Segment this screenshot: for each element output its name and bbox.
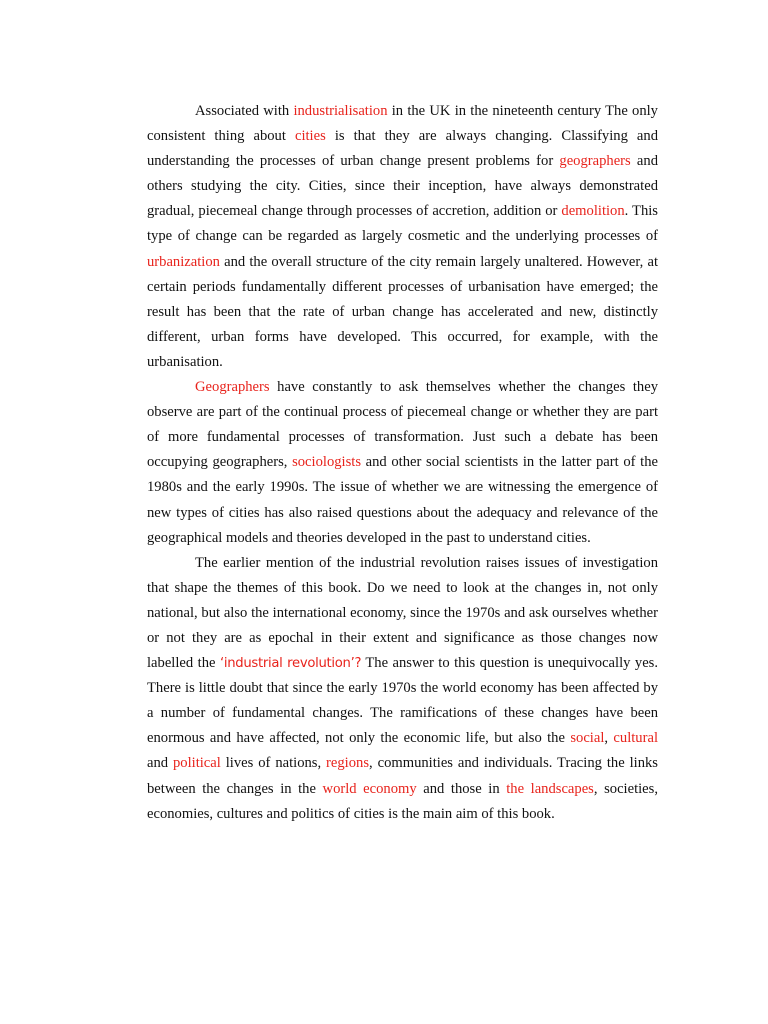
highlighted-term[interactable]: the landscapes (506, 780, 594, 797)
text-run: , communities and individuals. Tracing the links between the changes in the (147, 755, 658, 797)
text-run: , societies, economies, cultures and politics of cities is the main aim of this book. (147, 780, 658, 822)
text-run: The answer to this question is unequivocally yes. There is little doubt that since the early 1970s the world economy has been affected by a number of fundamental changes. The ramifications of these changes have been enormous and have affected, not only the economic life, but also the (147, 655, 659, 747)
highlighted-term[interactable]: ‘industrial revolution’? (219, 656, 362, 672)
highlighted-term[interactable]: political (173, 755, 221, 772)
highlighted-term[interactable]: industrialisation (293, 103, 388, 119)
highlighted-term[interactable]: cultural (613, 730, 658, 747)
text-run: The earlier mention of the industrial revolution raises issues of investigation that shape the themes of this book. Do we need to look at the changes in, not only national, but also the international economy, since the 1970s and ask ourselves whether or not they are as epochal in their extent and significance as those changes now labelled the (147, 554, 658, 672)
highlighted-term[interactable]: world economy (322, 780, 417, 797)
highlighted-term[interactable]: geographers (559, 153, 631, 170)
highlighted-term[interactable]: Geographers (195, 379, 270, 396)
text-run: and other social scientists in the latter part of the 1980s and the early 1990s. The issue of whether we are witnessing the emergence of new types of cities has also raised questions about the adequacy and relevance of the geographical models and theories developed in the past to understand cities. (147, 454, 658, 546)
highlighted-term[interactable]: demolition (561, 203, 625, 220)
text-run: and others studying the city. Cities, since their inception, have always demonstrated gradual, piecemeal change through processes of accretion, addition or (147, 153, 658, 220)
paragraph (147, 551, 658, 827)
highlighted-term[interactable]: sociologists (292, 454, 361, 471)
text-run: lives of nations, (220, 755, 327, 772)
document-body (147, 99, 658, 827)
highlighted-term[interactable]: regions (326, 755, 370, 772)
highlighted-term[interactable]: cities (294, 128, 326, 145)
text-run: and (147, 755, 173, 772)
paragraph (147, 375, 658, 551)
text-run: and the overall structure of the city remain largely unaltered. However, at certain periods fundamentally different processes of urbanisation have emerged; the result has been that the rate of urban change has accelerated and new, distinctly different, urban forms have developed. This occurred, for example, with the urbanisation. (147, 253, 658, 370)
text-run: Associated with (195, 103, 294, 119)
text-run: . This type of change can be regarded as largely cosmetic and the underlying processes of (147, 203, 658, 245)
text-run: and those in (416, 780, 507, 797)
text-run: , (604, 730, 614, 747)
paragraph (147, 99, 658, 375)
text-run: is that they are always changing. Classifying and understanding the processes of urban change present problems for (147, 128, 658, 170)
highlighted-term[interactable]: urbanization (147, 253, 220, 270)
highlighted-term[interactable]: social (570, 730, 605, 747)
text-run: in the UK in the nineteenth century The only consistent thing about (147, 103, 658, 145)
text-run: have constantly to ask themselves whether the changes they observe are part of the continual process of piecemeal change or whether they are part of more fundamental processes of transformation. Just such a debate has been occupying geographers, (147, 379, 658, 471)
